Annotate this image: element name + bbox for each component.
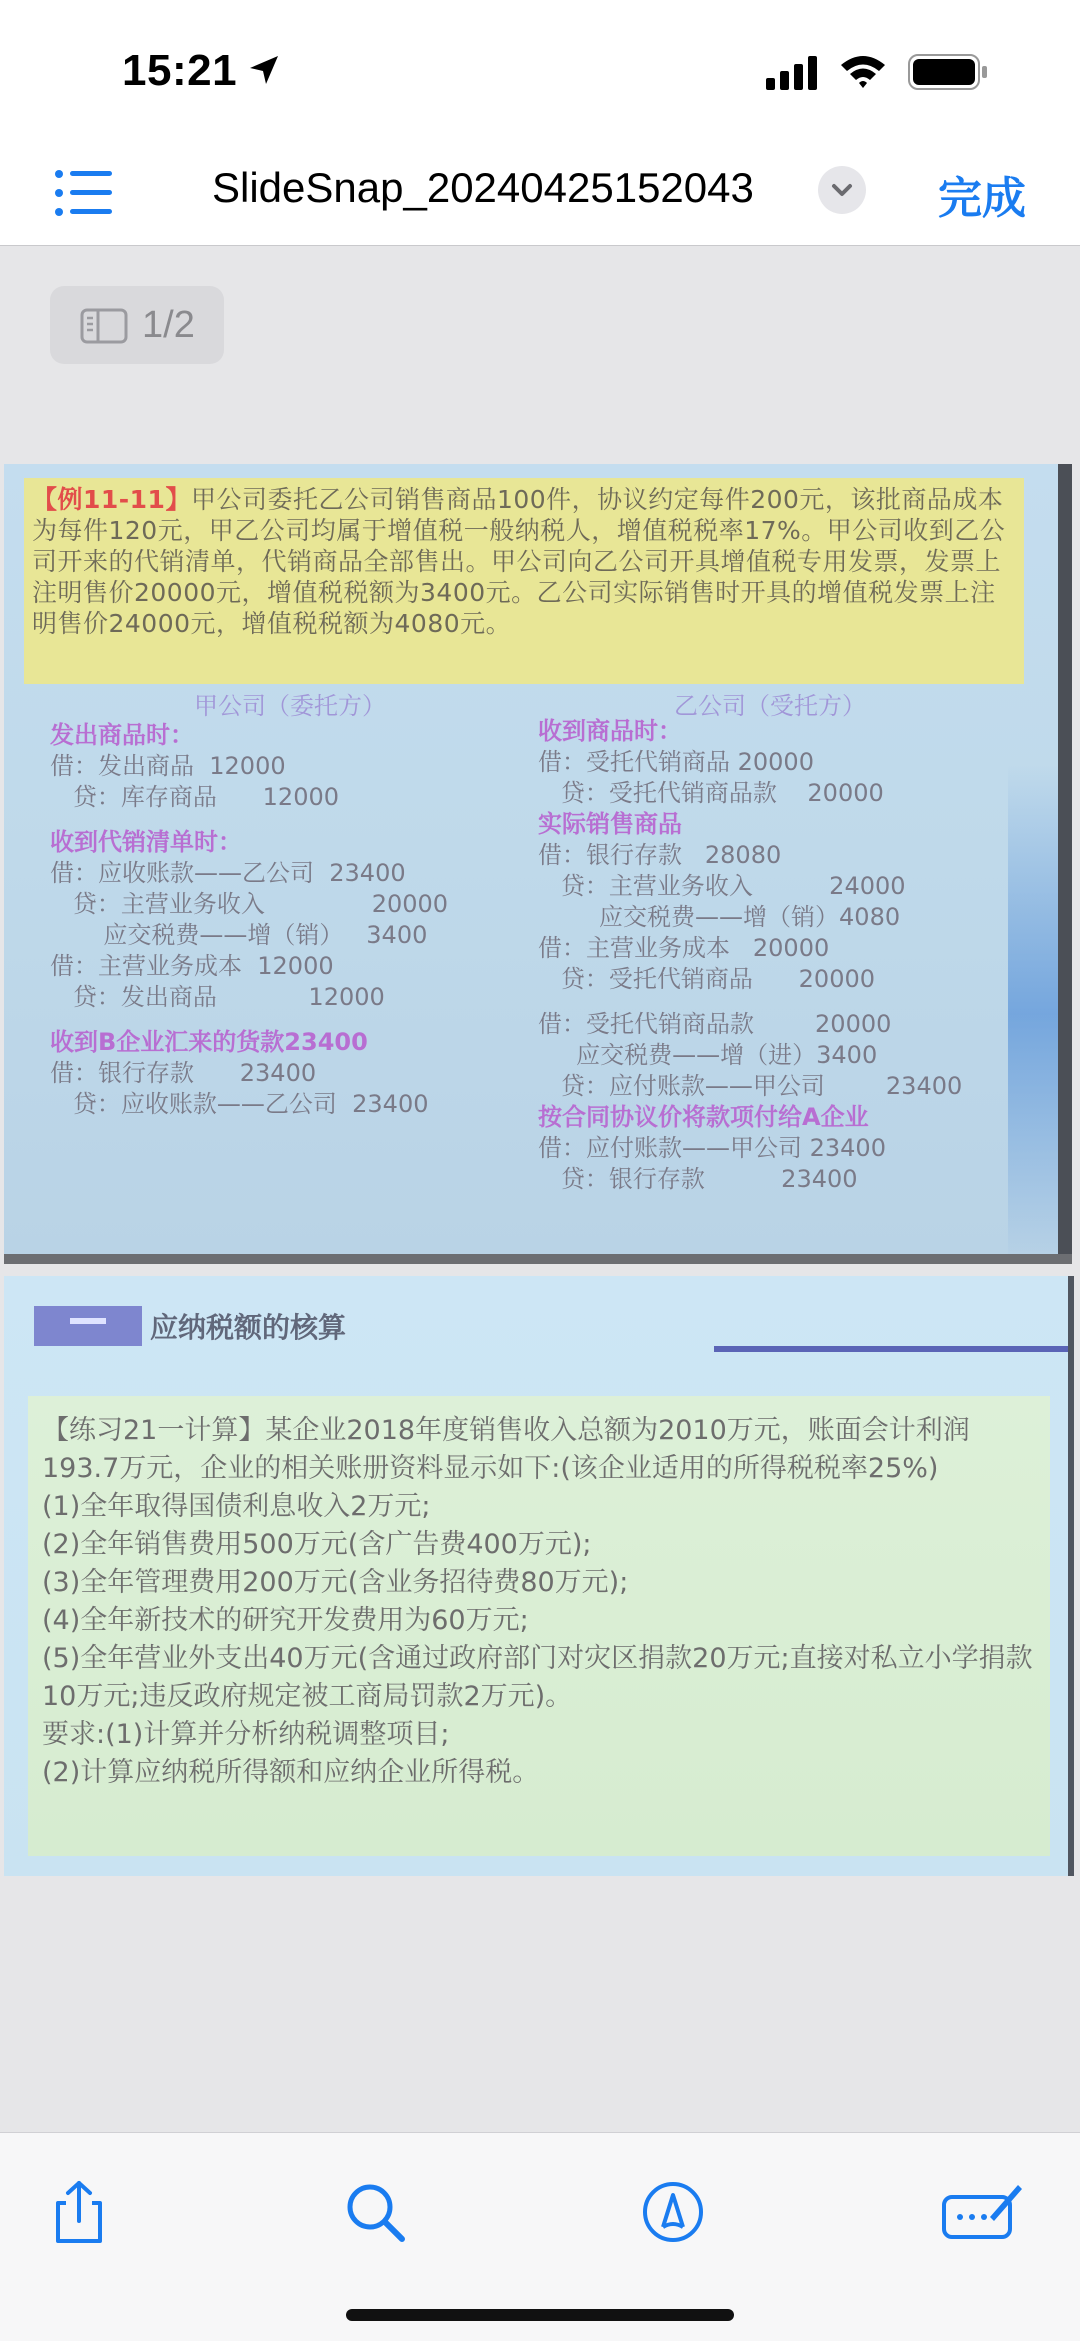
section-divider (714, 1346, 1074, 1352)
section-number-mark (70, 1318, 106, 1324)
exercise-box (28, 1396, 1050, 1856)
location-arrow-icon (246, 52, 282, 88)
cellular-signal-icon (766, 56, 820, 90)
example-box (24, 478, 1024, 684)
journal-entry-line: 应交税费——增（进）3400 (538, 1041, 878, 1069)
section-number-strip (34, 1306, 142, 1346)
markup-icon[interactable] (638, 2177, 708, 2247)
page-indicator[interactable] (50, 286, 224, 364)
entry-spacer (538, 995, 1038, 1009)
entry-heading: 按合同协议价将款项付给A企业 (538, 1103, 869, 1131)
journal-entry-line: 贷：受托代销商品 20000 (538, 965, 876, 993)
journal-entry-line: 贷：应付账款——甲公司 23400 (538, 1072, 963, 1100)
left-column-heading: 甲公司（委托方） (194, 692, 386, 720)
exercise-line: (2)全年销售费用500万元(含广告费400万元); (42, 1529, 592, 1560)
home-indicator (346, 2309, 734, 2321)
example-text (24, 478, 1024, 645)
exercise-line: (4)全年新技术的研究开发费用为60万元; (42, 1605, 529, 1636)
right-journal-entries (538, 716, 1038, 1195)
exercise-text (28, 1396, 1050, 1808)
exercise-line: (2)计算应纳税所得额和应纳企业所得税。 (42, 1757, 540, 1788)
journal-entry-line: 贷：主营业务收入 20000 (50, 890, 449, 918)
section-title: 应纳税额的核算 (150, 1311, 347, 1344)
page-number: 1/2 (142, 304, 195, 346)
entry-spacer (50, 1013, 530, 1027)
title-menu-button[interactable] (818, 166, 866, 214)
done-button[interactable]: 完成 (938, 174, 1026, 223)
search-icon[interactable] (340, 2177, 410, 2247)
entry-heading: 收到代销清单时： (50, 828, 242, 856)
journal-entry-line: 贷：受托代销商品款 20000 (538, 779, 884, 807)
slide-2-photo (4, 1276, 1074, 1876)
slide-frame-edge (1058, 464, 1072, 1254)
entry-heading: 收到B企业汇来的货款23400 (50, 1028, 368, 1056)
status-bar (0, 0, 1080, 140)
list-icon[interactable] (54, 166, 114, 220)
document-title[interactable]: SlideSnap_20240425152043 (212, 164, 754, 211)
journal-entry-line: 贷：库存商品 12000 (50, 783, 340, 811)
chevron-down-icon (818, 166, 866, 214)
entry-heading: 发出商品时： (50, 721, 194, 749)
entry-spacer (50, 813, 530, 827)
share-icon[interactable] (44, 2177, 114, 2247)
journal-entry-line: 借：银行存款 28080 (538, 841, 782, 869)
navigation-bar (0, 140, 1080, 246)
left-journal-entries (50, 720, 530, 1120)
journal-entry-line: 贷：发出商品 12000 (50, 983, 385, 1011)
exercise-line: (1)全年取得国债利息收入2万元; (42, 1491, 431, 1522)
journal-entry-line: 借：主营业务成本 20000 (538, 934, 830, 962)
example-body: 甲公司委托乙公司销售商品100件，协议约定每件200元，该批商品成本为每件120元，甲乙公司均属于增值税一般纳税人，增值税税率17%。甲公司收到乙公司开来的代销清单，代销商品全部售出。甲公司向乙公司开具增值税专用发票，发票上注明售价20000元，增值税税额为3400元。乙公司实际销售时开具的增值税发票上注明售价24000元，增值税税额为4080元。 (32, 485, 1006, 638)
status-time: 15:21 (122, 46, 238, 95)
slide-1-photo (4, 464, 1072, 1264)
sidebar-icon (80, 308, 128, 344)
journal-entry-line: 借：应付账款——甲公司 23400 (538, 1134, 886, 1162)
journal-entry-line: 借：受托代销商品款 20000 (538, 1010, 892, 1038)
exercise-line: (3)全年管理费用200万元(含业务招待费80万元); (42, 1567, 629, 1598)
journal-entry-line: 贷：应收账款——乙公司 23400 (50, 1090, 429, 1118)
journal-entry-line: 应交税费——增（销） 3400 (50, 921, 428, 949)
journal-entry-line: 借：银行存款 23400 (50, 1059, 317, 1087)
journal-entry-line: 借：发出商品 12000 (50, 752, 286, 780)
exercise-line: 【练习21一计算】某企业2018年度销售收入总额为2010万元，账面会计利润193.7万元，企业的相关账册资料显示如下:(该企业适用的所得税税率25%) (42, 1415, 970, 1484)
journal-entry-line: 借：应收账款——乙公司 23400 (50, 859, 406, 887)
exercise-line: (5)全年营业外支出40万元(含通过政府部门对灾区捐款20万元;直接对私立小学捐款10万元;违反政府规定被工商局罚款2万元)。 (42, 1643, 1033, 1712)
battery-icon (908, 54, 988, 90)
exercise-line: 要求:(1)计算并分析纳税调整项目; (42, 1719, 450, 1750)
example-tag: 【例11-11】 (32, 485, 191, 514)
journal-entry-line: 借：受托代销商品 20000 (538, 748, 814, 776)
wifi-icon (838, 52, 888, 90)
journal-entry-line: 应交税费——增（销）4080 (538, 903, 901, 931)
right-column-heading: 乙公司（受托方） (674, 692, 866, 720)
entry-heading: 实际销售商品 (538, 810, 682, 838)
edit-icon[interactable] (940, 2177, 1024, 2247)
entry-heading: 收到商品时： (538, 717, 682, 745)
journal-entry-line: 贷：主营业务收入 24000 (538, 872, 906, 900)
journal-entry-line: 贷：银行存款 23400 (538, 1165, 858, 1193)
journal-entry-line: 借：主营业务成本 12000 (50, 952, 334, 980)
